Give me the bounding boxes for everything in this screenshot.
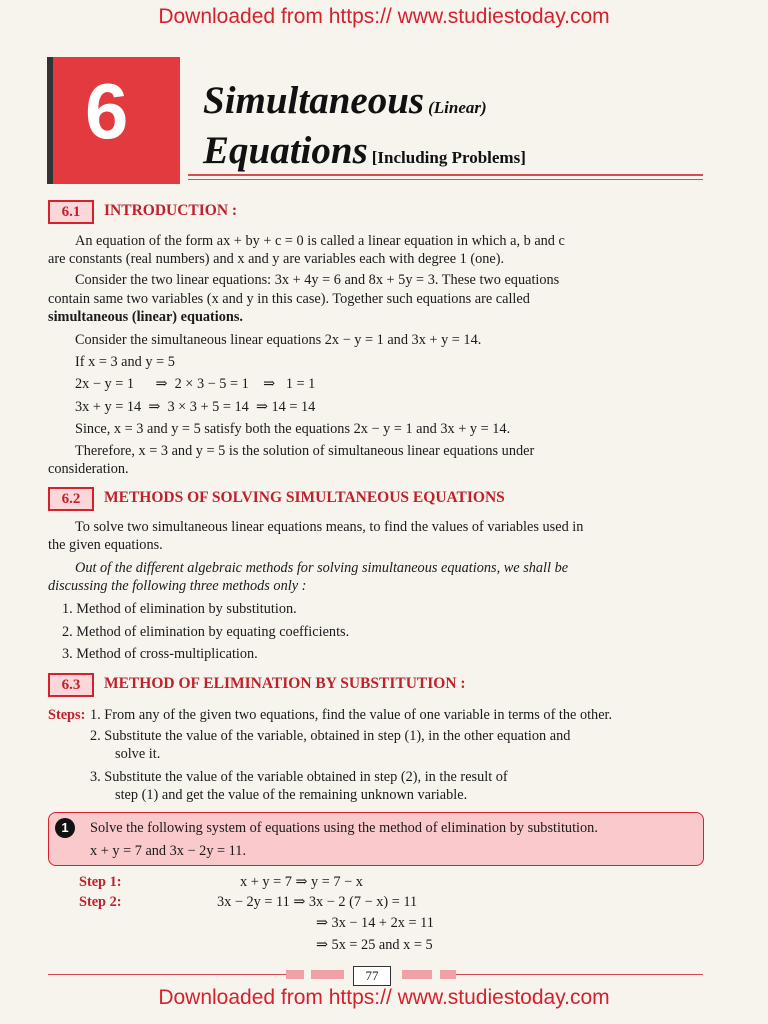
step-3-text-a: 3. Substitute the value of the variable obtained in step (2), in the result of [90, 769, 508, 785]
para-2b: contain same two variables (x and y in this case). Together such equations are called [48, 291, 530, 307]
chapter-title-line2 [203, 128, 526, 173]
footer-rule-right [456, 974, 703, 975]
solution-step-2c: ⇒ 5x = 25 and x = 5 [316, 937, 433, 953]
solution-step-1-label: Step 1: [79, 874, 122, 890]
title-rule-thin [188, 179, 703, 180]
sec2-para-2a: Out of the different algebraic methods for solving simultaneous equations, we shall be [75, 560, 569, 576]
section-number-6-3: 6.3 [48, 673, 94, 697]
footer-dash [311, 970, 344, 979]
solution-step-2-label: Step 2: [79, 894, 122, 910]
method-1: 1. Method of elimination by substitution. [62, 601, 297, 617]
example-question-1: Solve the following system of equations using the method of elimination by substitution. [90, 820, 598, 836]
watermark-top: Downloaded from https:// www.studiestoday.com [158, 5, 610, 28]
section-heading-introduction: INTRODUCTION : [104, 202, 238, 219]
para-3: Consider the simultaneous linear equations 2x − y = 1 and 3x + y = 14. [75, 332, 482, 348]
para-4: If x = 3 and y = 5 [75, 354, 175, 370]
sec2-para-1b: the given equations. [48, 537, 163, 553]
step-3-text-b: step (1) and get the value of the remaining unknown variable. [115, 787, 468, 803]
sec2-para-2b: discussing the following three methods only : [48, 578, 307, 594]
method-2: 2. Method of elimination by equating coefficients. [62, 624, 350, 640]
section-heading-methods: METHODS OF SOLVING SIMULTANEOUS EQUATIONS [104, 489, 505, 506]
example-question-2: x + y = 7 and 3x − 2y = 11. [90, 843, 247, 859]
section-heading-substitution: METHOD OF ELIMINATION BY SUBSTITUTION : [104, 675, 466, 692]
para-2c: simultaneous (linear) equations. [48, 309, 244, 325]
step-1-text: 1. From any of the given two equations, find the value of one variable in terms of the other. [90, 707, 613, 723]
solution-step-2b: ⇒ 3x − 14 + 2x = 11 [316, 915, 434, 931]
footer-rule-left [48, 974, 288, 975]
footer-dash [286, 970, 304, 979]
para-6b: consideration. [48, 461, 129, 477]
chapter-title-line1 [203, 78, 487, 123]
title-rule [188, 174, 703, 176]
steps-label: Steps: [48, 707, 86, 723]
section-number-6-1: 6.1 [48, 200, 94, 224]
equation-1: 2x − y = 1 ⇒ 2 × 3 − 5 = 1 ⇒ 1 = 1 [75, 376, 316, 392]
example-number: 1 [55, 818, 75, 838]
title-equations: Equations [203, 129, 368, 172]
title-linear: (Linear) [428, 98, 487, 117]
solution-step-2: 3x − 2y = 11 ⇒ 3x − 2 (7 − x) = 11 [217, 894, 418, 910]
equation-2: 3x + y = 14 ⇒ 3 × 3 + 5 = 14 ⇒ 14 = 14 [75, 399, 316, 415]
footer-dash [440, 970, 456, 979]
step-2-text-a: 2. Substitute the value of the variable, obtained in step (1), in the other equation and [90, 728, 571, 744]
sec2-para-1a: To solve two simultaneous linear equations means, to find the values of variables used in [75, 519, 584, 535]
para-2a: Consider the two linear equations: 3x + 4y = 6 and 8x + 5y = 3. These two equations [75, 272, 560, 288]
para-5: Since, x = 3 and y = 5 satisfy both the equations 2x − y = 1 and 3x + y = 14. [75, 421, 511, 437]
watermark-bottom: Downloaded from https:// www.studiestoday.com [158, 986, 610, 1009]
chapter-number: 6 [85, 67, 129, 155]
step-2-text-b: solve it. [115, 746, 161, 762]
para-6a: Therefore, x = 3 and y = 5 is the solution of simultaneous linear equations under [75, 443, 535, 459]
page-number: 77 [353, 966, 391, 986]
title-simultaneous: Simultaneous [203, 79, 425, 122]
para-1b: are constants (real numbers) and x and y are variables each with degree 1 (one). [48, 251, 505, 267]
method-3: 3. Method of cross-multiplication. [62, 646, 258, 662]
solution-step-1: x + y = 7 ⇒ y = 7 − x [240, 874, 363, 890]
para-1a: An equation of the form ax + by + c = 0 is called a linear equation in which a, b and c [75, 233, 565, 249]
section-number-6-2: 6.2 [48, 487, 94, 511]
footer-dash [402, 970, 432, 979]
title-including: [Including Problems] [371, 148, 526, 167]
